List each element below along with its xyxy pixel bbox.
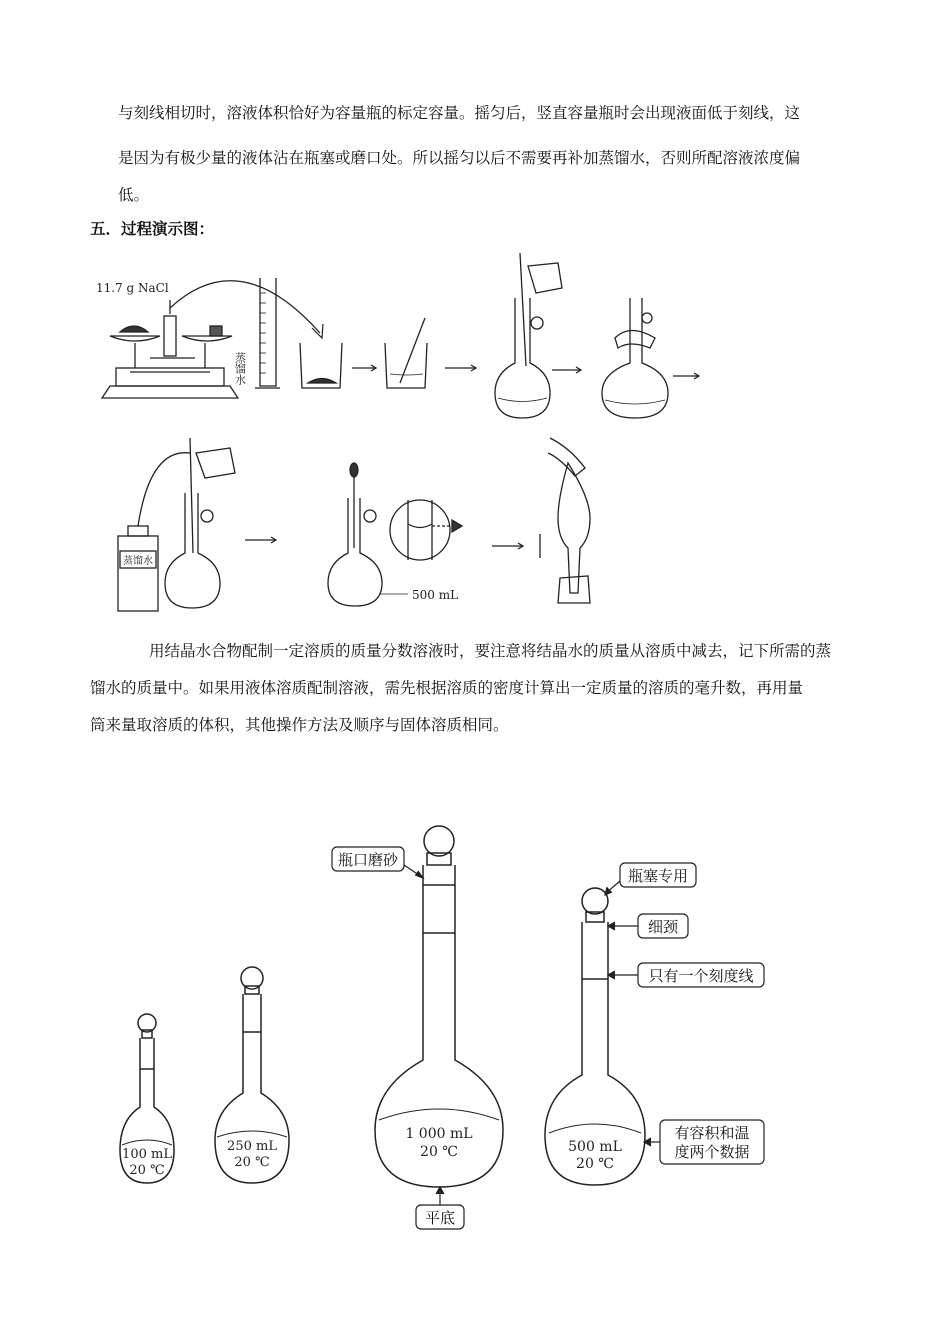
flask-500-volume: 500 mL xyxy=(568,1139,622,1155)
flask-rinse xyxy=(165,438,235,608)
nacl-label: 11.7 g NaCl xyxy=(96,281,169,295)
beaker-with-rod xyxy=(385,318,427,388)
flask-250ml xyxy=(215,967,289,1183)
beaker-with-solid xyxy=(300,343,342,388)
flask-1000ml xyxy=(375,826,503,1187)
intro-line-2: 是因为有极少量的液体沾在瓶塞或磨口处。所以摇匀以后不需要再补加蒸馏水，否则所配溶液浓度偏 xyxy=(118,149,801,167)
flask-250-volume: 250 mL xyxy=(227,1139,277,1154)
flask-swirl xyxy=(602,298,668,418)
graduated-cylinder xyxy=(234,278,281,388)
note-line-3: 筒来量取溶质的体积，其他操作方法及顺序与固体溶质相同。 xyxy=(90,716,509,734)
callout-flat-bottom xyxy=(416,1187,464,1229)
svg-text:瓶口磨砂: 瓶口磨砂 xyxy=(337,851,399,869)
flask-100ml xyxy=(120,1014,174,1183)
flask-diagram xyxy=(100,815,780,1235)
note-line-2: 馏水的质量中。如果用液体溶质配制溶液，需先根据溶质的密度计算出一定质量的溶质的毫升数，再用量 xyxy=(90,679,804,697)
water-bottle-label: 蒸馏水 xyxy=(123,556,153,567)
flask-transfer xyxy=(495,253,562,418)
svg-text:度两个数据: 度两个数据 xyxy=(674,1143,750,1161)
water-bottle xyxy=(118,453,190,611)
intro-line-3: 低。 xyxy=(118,186,150,204)
flask-invert xyxy=(548,438,590,603)
callout-one-mark xyxy=(608,963,764,987)
flask-1000-volume: 1 000 mL xyxy=(405,1126,473,1142)
flask-1000-temp: 20 ℃ xyxy=(420,1144,458,1160)
intro-line-1: 与刻线相切时，溶液体积恰好为容量瓶的标定容量。摇匀后，竖直容量瓶时会出现液面低于刻线，这 xyxy=(118,104,801,122)
svg-text:细颈: 细颈 xyxy=(647,918,679,936)
svg-text:平底: 平底 xyxy=(424,1209,456,1227)
flask-500-temp: 20 ℃ xyxy=(576,1156,614,1172)
note-line-1: 用结晶水合物配制一定溶质的质量分数溶液时，要注意将结晶水的质量从溶质中减去，记下所需的蒸 xyxy=(149,642,832,660)
callout-dedicated-stopper xyxy=(605,863,696,895)
flask-100-temp: 20 ℃ xyxy=(129,1163,165,1178)
section-heading: 五．过程演示图： xyxy=(90,220,215,238)
flask-250-temp: 20 ℃ xyxy=(234,1155,270,1170)
callout-thin-neck xyxy=(608,914,688,938)
balance-scale xyxy=(96,281,238,398)
meniscus-detail xyxy=(390,500,462,560)
svg-text:只有一个刻度线: 只有一个刻度线 xyxy=(648,967,754,985)
flask-500ml xyxy=(545,888,645,1185)
flask-dropper xyxy=(328,463,458,606)
process-figure xyxy=(90,248,730,623)
svg-text:瓶塞专用: 瓶塞专用 xyxy=(627,867,689,885)
callout-ground-neck xyxy=(332,847,423,878)
water-vertical-label: 蒸馏水 xyxy=(233,352,247,385)
svg-text:有容积和温: 有容积和温 xyxy=(674,1124,750,1142)
flask-100-volume: 100 mL xyxy=(122,1147,172,1162)
flask-volume-label: 500 mL xyxy=(412,588,459,602)
callout-capacity-temp xyxy=(644,1120,764,1164)
